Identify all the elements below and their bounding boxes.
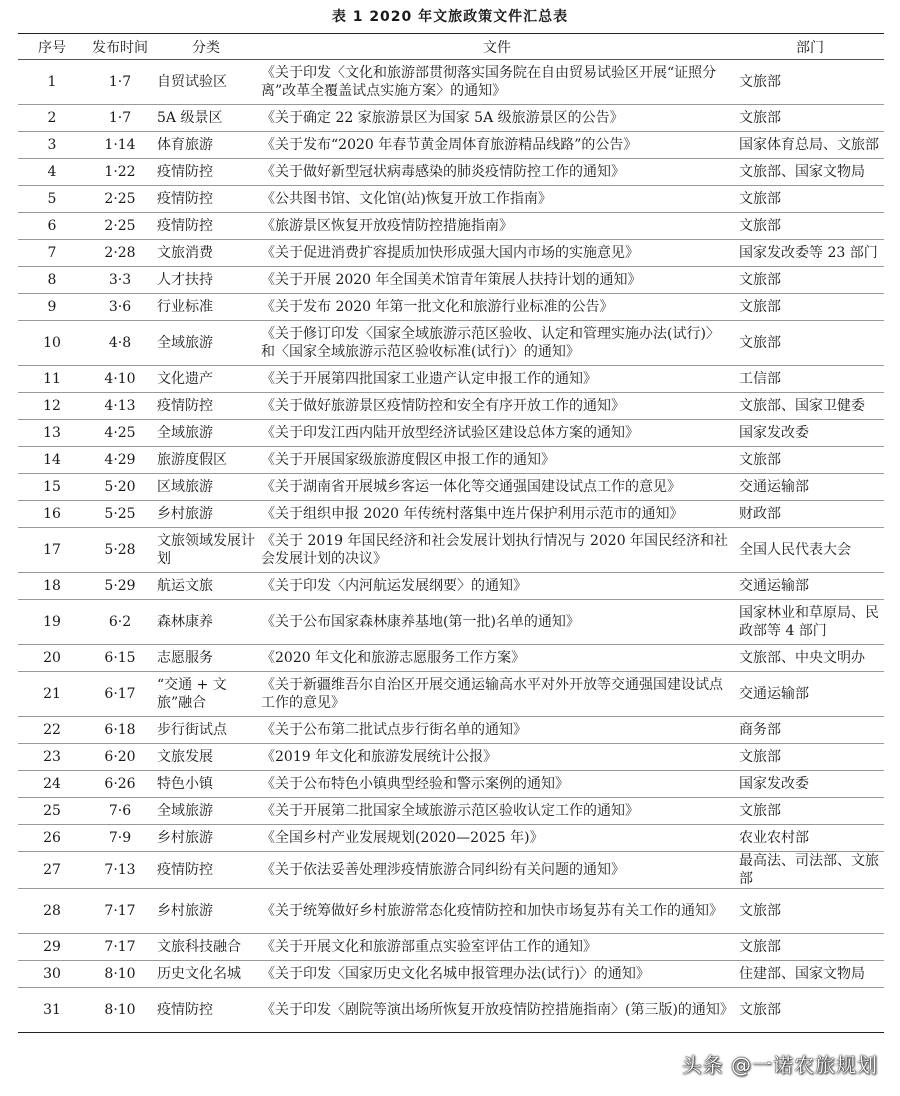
cell-no: 22 <box>18 717 86 744</box>
cell-date: 6·20 <box>86 744 154 771</box>
table-row <box>18 159 884 186</box>
cell-document: 《关于印发〈文化和旅游部贯彻落实国务院在自由贸易试验区开展“证照分离”改革全覆盖试点实施方案〉的通知》 <box>258 60 736 105</box>
cell-no: 13 <box>18 420 86 447</box>
cell-date: 1·22 <box>86 159 154 186</box>
cell-no: 25 <box>18 798 86 825</box>
cell-category: 疫情防控 <box>154 213 258 240</box>
cell-date: 7·6 <box>86 798 154 825</box>
cell-category: 乡村旅游 <box>154 501 258 528</box>
cell-date: 2·25 <box>86 213 154 240</box>
watermark: 头条 @一诺农旅规划 <box>681 1053 878 1077</box>
cell-no: 5 <box>18 186 86 213</box>
cell-date: 4·25 <box>86 420 154 447</box>
header-no: 序号 <box>18 34 86 60</box>
cell-document: 《关于发布 2020 年第一批文化和旅游行业标准的公告》 <box>258 294 736 321</box>
cell-no: 6 <box>18 213 86 240</box>
cell-category: 疫情防控 <box>154 159 258 186</box>
cell-department: 文旅部 <box>736 105 884 132</box>
cell-document: 《关于印发〈内河航运发展纲要〉的通知》 <box>258 573 736 600</box>
cell-category: 历史文化名城 <box>154 961 258 988</box>
cell-no: 26 <box>18 825 86 852</box>
cell-category: 自贸试验区 <box>154 60 258 105</box>
cell-no: 30 <box>18 961 86 988</box>
cell-date: 7·13 <box>86 852 154 889</box>
table-row <box>18 934 884 961</box>
cell-date: 6·17 <box>86 672 154 717</box>
cell-no: 17 <box>18 528 86 573</box>
cell-category: 步行街试点 <box>154 717 258 744</box>
table-row <box>18 889 884 934</box>
cell-category: 区域旅游 <box>154 474 258 501</box>
cell-document: 《关于开展国家级旅游度假区申报工作的通知》 <box>258 447 736 474</box>
cell-no: 10 <box>18 321 86 366</box>
cell-document: 《关于新疆维吾尔自治区开展交通运输高水平对外开放等交通强国建设试点工作的意见》 <box>258 672 736 717</box>
table-row <box>18 366 884 393</box>
cell-category: 全域旅游 <box>154 420 258 447</box>
cell-department: 文旅部 <box>736 934 884 961</box>
cell-document: 《关于统筹做好乡村旅游常态化疫情防控和加快市场复苏有关工作的通知》 <box>258 889 736 934</box>
table-row <box>18 825 884 852</box>
table-row <box>18 240 884 267</box>
table-row <box>18 501 884 528</box>
cell-department: 文旅部 <box>736 60 884 105</box>
table-row <box>18 600 884 645</box>
cell-date: 4·13 <box>86 393 154 420</box>
cell-category: 文化遗产 <box>154 366 258 393</box>
cell-document: 《关于印发〈剧院等演出场所恢复开放疫情防控措施指南〉(第三版)的通知》 <box>258 988 736 1033</box>
cell-department: 文旅部 <box>736 321 884 366</box>
cell-document: 《关于开展第二批国家全域旅游示范区验收认定工作的通知》 <box>258 798 736 825</box>
cell-department: 文旅部 <box>736 186 884 213</box>
cell-document: 《关于开展 2020 年全国美术馆青年策展人扶持计划的通知》 <box>258 267 736 294</box>
cell-document: 《关于促进消费扩容提质加快形成强大国内市场的实施意见》 <box>258 240 736 267</box>
cell-document: 《关于印发〈国家历史文化名城申报管理办法(试行)〉的通知》 <box>258 961 736 988</box>
cell-no: 2 <box>18 105 86 132</box>
cell-no: 29 <box>18 934 86 961</box>
cell-department: 文旅部 <box>736 889 884 934</box>
cell-category: 文旅领域发展计划 <box>154 528 258 573</box>
table-row <box>18 474 884 501</box>
cell-department: 文旅部 <box>736 267 884 294</box>
header-department: 部门 <box>736 34 884 60</box>
cell-department: 文旅部、国家卫健委 <box>736 393 884 420</box>
cell-department: 文旅部 <box>736 988 884 1033</box>
table-row <box>18 321 884 366</box>
cell-department: 文旅部、中央文明办 <box>736 645 884 672</box>
cell-department: 最高法、司法部、文旅部 <box>736 852 884 889</box>
cell-category: 疫情防控 <box>154 988 258 1033</box>
cell-no: 31 <box>18 988 86 1033</box>
cell-no: 8 <box>18 267 86 294</box>
cell-document: 《关于印发江西内陆开放型经济试验区建设总体方案的通知》 <box>258 420 736 447</box>
cell-date: 4·29 <box>86 447 154 474</box>
cell-document: 《关于确定 22 家旅游景区为国家 5A 级旅游景区的公告》 <box>258 105 736 132</box>
cell-document: 《公共图书馆、文化馆(站)恢复开放工作指南》 <box>258 186 736 213</box>
table-row <box>18 744 884 771</box>
table-row <box>18 717 884 744</box>
cell-date: 3·6 <box>86 294 154 321</box>
cell-department: 国家林业和草原局、民政部等 4 部门 <box>736 600 884 645</box>
cell-no: 23 <box>18 744 86 771</box>
table-row <box>18 573 884 600</box>
cell-department: 国家体育总局、文旅部 <box>736 132 884 159</box>
cell-date: 5·29 <box>86 573 154 600</box>
cell-date: 6·18 <box>86 717 154 744</box>
cell-department: 文旅部、国家文物局 <box>736 159 884 186</box>
cell-department: 全国人民代表大会 <box>736 528 884 573</box>
cell-category: 疫情防控 <box>154 393 258 420</box>
cell-department: 文旅部 <box>736 798 884 825</box>
cell-department: 农业农村部 <box>736 825 884 852</box>
cell-date: 7·17 <box>86 934 154 961</box>
cell-date: 6·2 <box>86 600 154 645</box>
cell-department: 文旅部 <box>736 447 884 474</box>
cell-department: 交通运输部 <box>736 672 884 717</box>
cell-no: 27 <box>18 852 86 889</box>
cell-department: 工信部 <box>736 366 884 393</box>
cell-category: 体育旅游 <box>154 132 258 159</box>
table-row <box>18 672 884 717</box>
cell-date: 5·20 <box>86 474 154 501</box>
header-date: 发布时间 <box>86 34 154 60</box>
table-row <box>18 294 884 321</box>
cell-no: 20 <box>18 645 86 672</box>
cell-date: 7·9 <box>86 825 154 852</box>
cell-document: 《关于发布“2020 年春节黄金周体育旅游精品线路”的公告》 <box>258 132 736 159</box>
table-row <box>18 60 884 105</box>
cell-department: 文旅部 <box>736 294 884 321</box>
table-row <box>18 393 884 420</box>
cell-category: 乡村旅游 <box>154 825 258 852</box>
table-row <box>18 771 884 798</box>
cell-no: 21 <box>18 672 86 717</box>
cell-department: 财政部 <box>736 501 884 528</box>
cell-department: 住建部、国家文物局 <box>736 961 884 988</box>
cell-no: 18 <box>18 573 86 600</box>
cell-no: 15 <box>18 474 86 501</box>
cell-date: 2·28 <box>86 240 154 267</box>
cell-category: 行业标准 <box>154 294 258 321</box>
table-row <box>18 420 884 447</box>
cell-category: 疫情防控 <box>154 852 258 889</box>
cell-category: 全域旅游 <box>154 798 258 825</box>
table-row <box>18 132 884 159</box>
cell-department: 国家发改委 <box>736 420 884 447</box>
cell-category: 文旅科技融合 <box>154 934 258 961</box>
header-category: 分类 <box>154 34 258 60</box>
table-row <box>18 267 884 294</box>
cell-date: 4·10 <box>86 366 154 393</box>
cell-date: 5·28 <box>86 528 154 573</box>
cell-date: 1·7 <box>86 105 154 132</box>
header-document: 文件 <box>258 34 736 60</box>
cell-document: 《关于开展第四批国家工业遗产认定申报工作的通知》 <box>258 366 736 393</box>
table-caption: 表 1 2020 年文旅政策文件汇总表 <box>331 9 569 25</box>
cell-document: 《关于湖南省开展城乡客运一体化等交通强国建设试点工作的意见》 <box>258 474 736 501</box>
cell-department: 国家发改委等 23 部门 <box>736 240 884 267</box>
cell-department: 文旅部 <box>736 213 884 240</box>
cell-category: 疫情防控 <box>154 186 258 213</box>
cell-date: 6·15 <box>86 645 154 672</box>
cell-document: 《关于公布第二批试点步行街名单的通知》 <box>258 717 736 744</box>
cell-document: 《关于 2019 年国民经济和社会发展计划执行情况与 2020 年国民经济和社会发展计划的决议》 <box>258 528 736 573</box>
table-row <box>18 105 884 132</box>
table-row <box>18 988 884 1033</box>
table-header-row <box>18 34 884 60</box>
cell-document: 《关于依法妥善处理涉疫情旅游合同纠纷有关问题的通知》 <box>258 852 736 889</box>
cell-no: 4 <box>18 159 86 186</box>
cell-no: 1 <box>18 60 86 105</box>
cell-category: 5A 级景区 <box>154 105 258 132</box>
cell-department: 文旅部 <box>736 744 884 771</box>
cell-document: 《关于修订印发〈国家全域旅游示范区验收、认定和管理实施办法(试行)〉和〈国家全域旅游示范区验收标准(试行)〉的通知》 <box>258 321 736 366</box>
cell-no: 12 <box>18 393 86 420</box>
cell-date: 8·10 <box>86 988 154 1033</box>
cell-date: 1·14 <box>86 132 154 159</box>
cell-document: 《关于公布国家森林康养基地(第一批)名单的通知》 <box>258 600 736 645</box>
table-row <box>18 961 884 988</box>
cell-category: “交通 + 文旅”融合 <box>154 672 258 717</box>
cell-no: 16 <box>18 501 86 528</box>
cell-no: 14 <box>18 447 86 474</box>
cell-document: 《2020 年文化和旅游志愿服务工作方案》 <box>258 645 736 672</box>
cell-date: 6·26 <box>86 771 154 798</box>
cell-category: 文旅消费 <box>154 240 258 267</box>
table-row <box>18 645 884 672</box>
table-row <box>18 447 884 474</box>
cell-no: 11 <box>18 366 86 393</box>
cell-department: 交通运输部 <box>736 573 884 600</box>
cell-date: 7·17 <box>86 889 154 934</box>
cell-category: 志愿服务 <box>154 645 258 672</box>
cell-department: 交通运输部 <box>736 474 884 501</box>
cell-category: 航运文旅 <box>154 573 258 600</box>
table-row <box>18 852 884 889</box>
cell-category: 旅游度假区 <box>154 447 258 474</box>
cell-date: 2·25 <box>86 186 154 213</box>
cell-document: 《关于做好新型冠状病毒感染的肺炎疫情防控工作的通知》 <box>258 159 736 186</box>
cell-no: 28 <box>18 889 86 934</box>
cell-department: 国家发改委 <box>736 771 884 798</box>
cell-category: 特色小镇 <box>154 771 258 798</box>
cell-no: 7 <box>18 240 86 267</box>
table-row <box>18 186 884 213</box>
cell-date: 4·8 <box>86 321 154 366</box>
cell-no: 19 <box>18 600 86 645</box>
cell-document: 《2019 年文化和旅游发展统计公报》 <box>258 744 736 771</box>
cell-date: 5·25 <box>86 501 154 528</box>
cell-category: 人才扶持 <box>154 267 258 294</box>
cell-department: 商务部 <box>736 717 884 744</box>
cell-date: 3·3 <box>86 267 154 294</box>
cell-document: 《关于开展文化和旅游部重点实验室评估工作的通知》 <box>258 934 736 961</box>
table-row <box>18 528 884 573</box>
cell-no: 3 <box>18 132 86 159</box>
cell-no: 9 <box>18 294 86 321</box>
cell-no: 24 <box>18 771 86 798</box>
cell-document: 《旅游景区恢复开放疫情防控措施指南》 <box>258 213 736 240</box>
policy-table <box>18 33 884 1033</box>
cell-document: 《全国乡村产业发展规划(2020—2025 年)》 <box>258 825 736 852</box>
cell-category: 乡村旅游 <box>154 889 258 934</box>
cell-category: 森林康养 <box>154 600 258 645</box>
cell-category: 全域旅游 <box>154 321 258 366</box>
cell-document: 《关于组织申报 2020 年传统村落集中连片保护利用示范市的通知》 <box>258 501 736 528</box>
cell-date: 8·10 <box>86 961 154 988</box>
cell-category: 文旅发展 <box>154 744 258 771</box>
cell-date: 1·7 <box>86 60 154 105</box>
table-row <box>18 798 884 825</box>
cell-document: 《关于做好旅游景区疫情防控和安全有序开放工作的通知》 <box>258 393 736 420</box>
table-row <box>18 213 884 240</box>
cell-document: 《关于公布特色小镇典型经验和警示案例的通知》 <box>258 771 736 798</box>
